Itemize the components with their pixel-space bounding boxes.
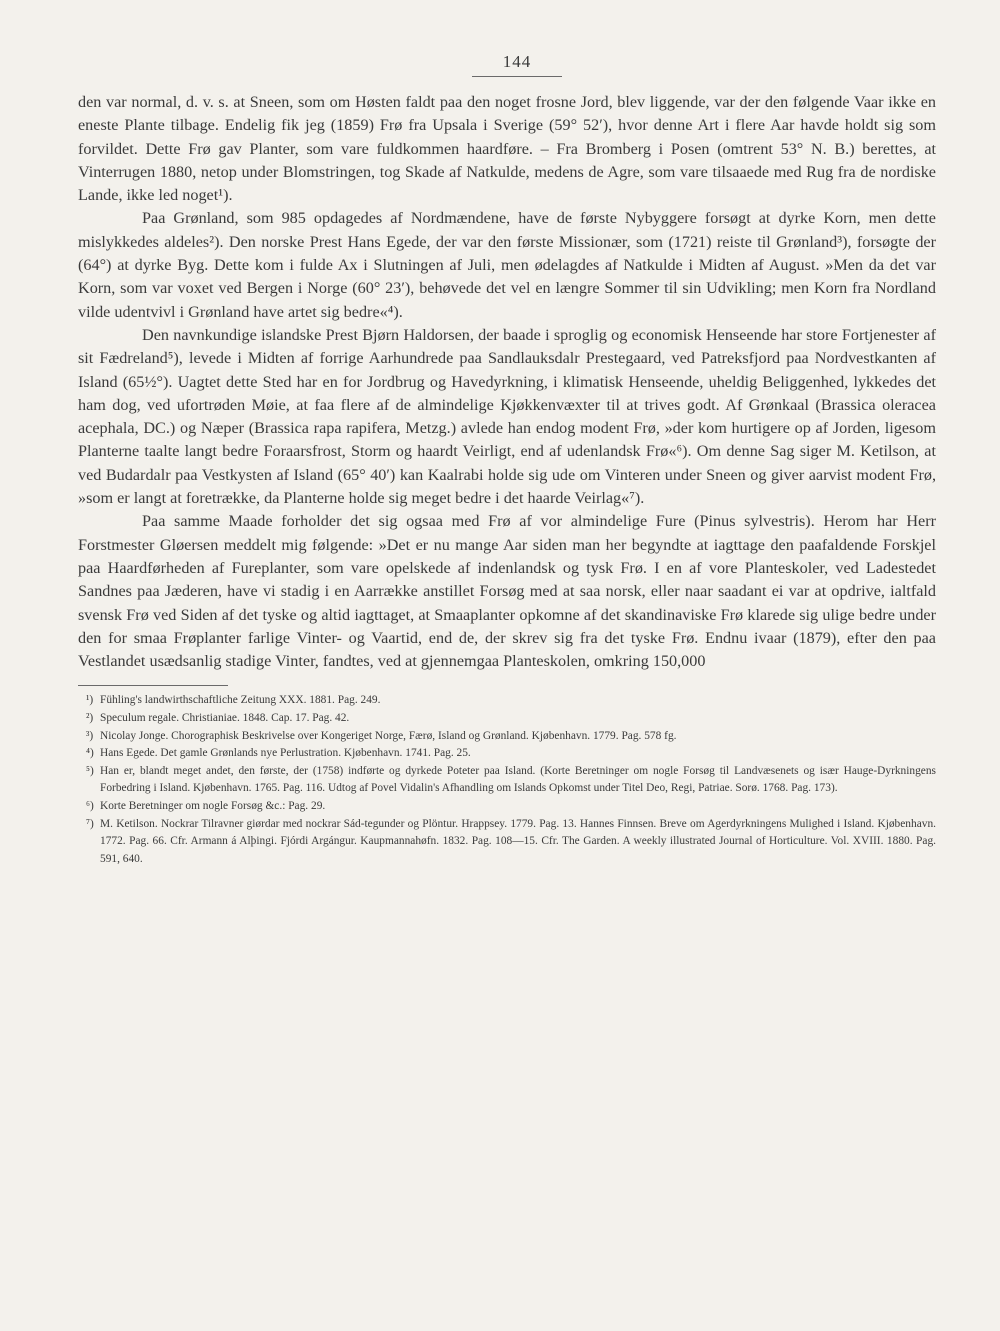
footnote-rule [78, 685, 228, 686]
footnote-5 [78, 763, 936, 798]
document-page [78, 52, 936, 868]
footnote-mark: ⁶) [86, 799, 94, 812]
page-number-rule [472, 76, 562, 77]
body-text [78, 91, 936, 673]
footnotes [78, 692, 936, 868]
paragraph-4: Paa samme Maade forholder det sig ogsaa med Frø af vor almindelige Fure (Pinus sylvestris). Herom har Herr Forstmester Gløersen meddelt mig følgende: »Det er nu mange Aar siden man her begyndte at iagttage den paafaldende Forskjel paa Haardførheden af Fureplanter, som vare opelskede af indenlandsk og tysk Frø. I en af vore Planteskoler, ved Ladestedet Sandnes paa Jæderen, have vi stadig i en Aarrække anstillet Forsøg med at saa norsk, eller naar saadant ei var at opdrive, ialtfald svensk Frø ved Siden af det tyske og altid iagttaget, at Smaaplanter opkomne af det skandinaviske Frø klarede sig ulige bedre under den for smaa Frøplanter farlige Vinter- og Vaartid, end de, der skrev sig fra det tyske Frø. Endnu ivaar (1879), efter den paa Vestlandet usædsanlig stadige Vinter, fandtes, ved at gjennemgaa Planteskolen, omkring 150,000 [78, 512, 936, 671]
footnote-text: Fühling's landwirthschaftliche Zeitung XXX. 1881. Pag. 249. [100, 694, 381, 707]
paragraph-3: Den navnkundige islandske Prest Bjørn Haldorsen, der baade i sproglig og economisk Henseende har store Fortjenester af sit Fædreland⁵), levede i Midten af forrige Aarhundrede paa Sandlauksdalr Prestegaard, ved Patreksfjord paa Nordvestkanten af Island (65½°). Uagtet dette Sted har en for Jordbrug og Havedyrkning, i klimatisk Henseende, uheldig Beliggenhed, lykkedes det ham dog, ved ufortrøden Møie, at faa flere af de almindelige Kjøkkenvæxter til at trives godt. Af Grønkaal (Brassica oleracea acephala, DC.) og Næper (Brassica rapa rapifera, Metzg.) avlede han endog modent Frø, »der kom hurtigere op af Jorden, ligesom Planterne taalte langt bedre Foraarsfrost, Storm og haardt Veirligt, end af udenlandsk Frø«⁶). Om denne Sag siger M. Ketilson, at ved Budardalr paa Vestkysten af Island (65° 40′) kan Kaalrabi holde sig ude om Vinteren under Sneen og giver aarvist modent Frø, »som er langt at foretrække, da Planterne holde sig meget bedre i det haarde Veirlag«⁷). [78, 325, 936, 508]
footnote-3 [78, 728, 936, 746]
footnote-text: M. Ketilson. Nockrar Tilravner giørdar med nockrar Sád-tegunder og Plöntur. Hrappsey. 1779. Pag. 13. Hannes Finnsen. Breve om Agerdyrkningens Mulighed i Island. Kjøbenhavn. 1772. Pag. 66. Cfr. Armann á Alþingi. Fjórdi Argángur. Kaupmannahøfn. 1832. Pag. 108—15. Cfr. The Garden. A weekly illustrated Journal of Horticulture. Vol. XVIII. 1880. Pag. 591, 640. [100, 817, 936, 865]
page-number: 144 [502, 52, 532, 71]
footnote-text: Nicolay Jonge. Chorographisk Beskrivelse over Kongeriget Norge, Færø, Island og Grønland. Kjøbenhavn. 1779. Pag. 578 fg. [100, 729, 677, 742]
footnote-1 [78, 692, 936, 710]
footnote-2 [78, 710, 936, 728]
footnote-text: Korte Beretninger om nogle Forsøg &c.: Pag. 29. [100, 799, 326, 812]
footnote-7 [78, 816, 936, 869]
footnote-mark: ²) [86, 712, 94, 725]
footnote-mark: ⁵) [86, 764, 94, 777]
footnote-text: Han er, blandt meget andet, den første, der (1758) indførte og dyrkede Poteter paa Island. (Korte Beretninger om nogle Forsøg til Landvæsenets og især Hauge-Dyrkningens Forbedring i Island. Kjøbenhavn. 1765. Pag. 116. Udtog af Povel Vidalin's Afhandling om Islands Opkomst under Titel Deo, Regi, Patriae. Sorø. 1768. Pag. 173). [100, 764, 936, 795]
footnote-text: Hans Egede. Det gamle Grønlands nye Perlustration. Kjøbenhavn. 1741. Pag. 25. [100, 747, 471, 760]
paragraph-2: Paa Grønland, som 985 opdagedes af Nordmændene, have de første Nybyggere forsøgt at dyrke Korn, men dette mislykkedes aldeles²). Den norske Prest Hans Egede, der var den første Missionær, som (1721) reiste til Grønland³), forsøgte der (64°) at dyrke Byg. Dette kom i fulde Ax i Slutningen af Juli, men ødelagdes af Natkulde i Midten af August. »Men da det var Korn, som var voxet ved Bergen i Norge (60° 23′), behøvede det vel en længre Sommer til sin Udvikling; men Korn fra Nordland vilde udentvivl i Grønland have artet sig bedre«⁴). [78, 209, 936, 321]
footnote-mark: ¹) [86, 694, 94, 707]
footnote-mark: ⁴) [86, 747, 94, 760]
footnote-6 [78, 798, 936, 816]
footnote-mark: ⁷) [86, 817, 94, 830]
footnote-4 [78, 745, 936, 763]
footnote-mark: ³) [86, 729, 94, 742]
footnote-text: Speculum regale. Christianiae. 1848. Cap. 17. Pag. 42. [100, 712, 350, 725]
paragraph-1: den var normal, d. v. s. at Sneen, som om Høsten faldt paa den noget frosne Jord, blev liggende, var der den følgende Vaar ikke en eneste Plante tilbage. Endelig fik jeg (1859) Frø fra Upsala i Sverige (59° 52′), hvor denne Art i flere Aar havde holdt sig som forvildet. Dette Frø gav Planter, som vare fuldkommen haardføre. – Fra Bromberg i Posen (omtrent 53° N. B.) berettes, at Vinterrugen 1880, netop under Blomstringen, tog Skade af Natkulde, medens de Agre, som vare tilsaaede med Rug fra de nordiske Lande, ikke led noget¹). [78, 93, 936, 205]
